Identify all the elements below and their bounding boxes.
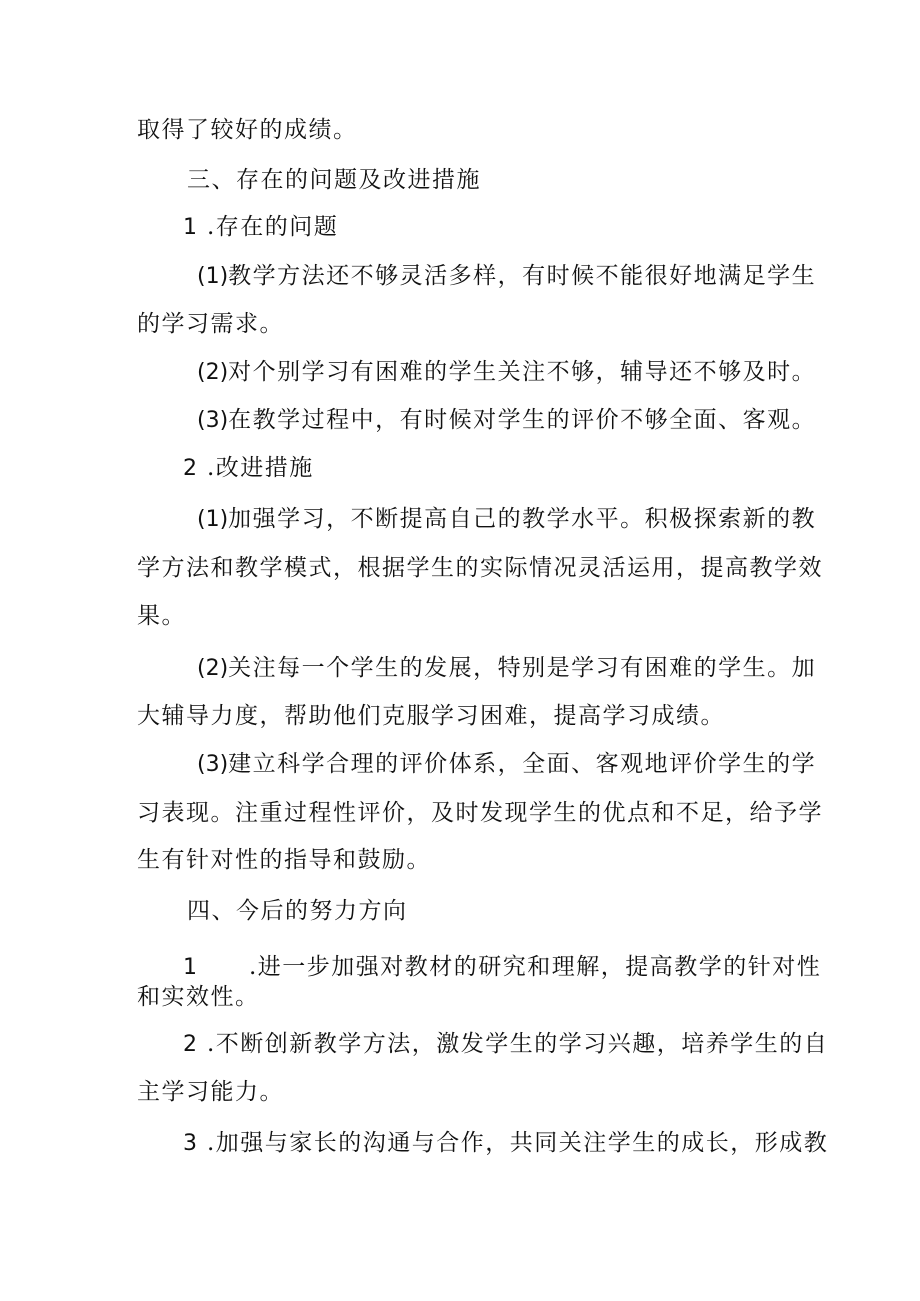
- list-number: 1: [183, 955, 197, 980]
- subheading-text: .存在的问题: [207, 214, 339, 240]
- list-text: 关注每一个学生的发展，特别是学习有困难的学生。加: [228, 655, 817, 681]
- direction-item-2-line-2: [137, 1077, 920, 1107]
- section-heading-text: 四、今后的努力方向: [187, 898, 408, 924]
- measure-item-3-line-3: [137, 845, 920, 875]
- list-text: .进一步加强对教材的研究和理解，提高教学的针对性: [249, 954, 822, 980]
- list-number: (2): [197, 656, 229, 681]
- list-text: 的学习需求。: [137, 311, 284, 337]
- direction-item-3-line-1: [183, 1128, 920, 1159]
- measure-item-2-line-2: [137, 701, 920, 731]
- subheading-problems: [183, 212, 920, 243]
- list-text: 和实效性。: [137, 984, 260, 1010]
- list-number: (2): [197, 360, 229, 385]
- list-text: 在教学过程中，有时候对学生的评价不够全面、客观。: [228, 407, 817, 433]
- problem-item-2: [197, 357, 920, 388]
- section-heading-text: 三、存在的问题及改进措施: [187, 167, 481, 193]
- list-number: (1): [197, 264, 229, 289]
- list-text: 加强学习，不断提高自己的教学水平。积极探索新的教: [228, 506, 817, 532]
- section-heading-3: [187, 165, 920, 195]
- measure-item-3-line-1: [197, 749, 920, 780]
- list-text: 建立科学合理的评价体系，全面、客观地评价学生的学: [228, 751, 817, 777]
- paragraph-continued: [137, 115, 920, 145]
- direction-item-1-line-2: [137, 982, 920, 1012]
- subheading-measures: [183, 453, 920, 484]
- list-number: (3): [197, 752, 229, 777]
- direction-item-1-line-1: [183, 952, 920, 983]
- problem-item-1-line-2: [137, 309, 920, 339]
- paragraph-text: 取得了较好的成绩。: [137, 117, 358, 143]
- list-text: .不断创新教学方法，激发学生的学习兴趣，培养学生的自: [207, 1031, 829, 1057]
- measure-item-1-line-1: [197, 504, 920, 535]
- list-number: 3: [183, 1131, 197, 1156]
- list-text: .加强与家长的沟通与合作，共同关注学生的成长，形成教: [207, 1130, 829, 1156]
- list-text: 大辅导力度，帮助他们克服学习困难，提高学习成绩。: [137, 703, 725, 729]
- list-text: 主学习能力。: [137, 1079, 284, 1105]
- problem-item-1-line-1: [197, 261, 920, 292]
- list-text: 学方法和教学模式，根据学生的实际情况灵活运用，提高教学效: [137, 555, 823, 581]
- list-text: 习表现。注重过程性评价，及时发现学生的优点和不足，给予学: [137, 800, 823, 826]
- problem-item-3: [197, 405, 920, 436]
- section-heading-4: [187, 896, 920, 926]
- subheading-text: .改进措施: [207, 455, 314, 481]
- list-text: 对个别学习有困难的学生关注不够，辅导还不够及时。: [228, 359, 817, 385]
- list-number: (1): [197, 507, 229, 532]
- direction-item-2-line-1: [183, 1029, 920, 1060]
- list-text: 果。: [137, 603, 186, 629]
- measure-item-2-line-1: [197, 653, 920, 684]
- subheading-number: 2: [183, 456, 197, 481]
- measure-item-3-line-2: [137, 798, 920, 828]
- measure-item-1-line-2: [137, 553, 920, 583]
- list-text: 教学方法还不够灵活多样，有时候不能很好地满足学生: [228, 263, 817, 289]
- list-number: 2: [183, 1032, 197, 1057]
- list-text: 生有针对性的指导和鼓励。: [137, 847, 431, 873]
- measure-item-1-line-3: [137, 601, 920, 631]
- list-number: (3): [197, 408, 229, 433]
- subheading-number: 1: [183, 215, 197, 240]
